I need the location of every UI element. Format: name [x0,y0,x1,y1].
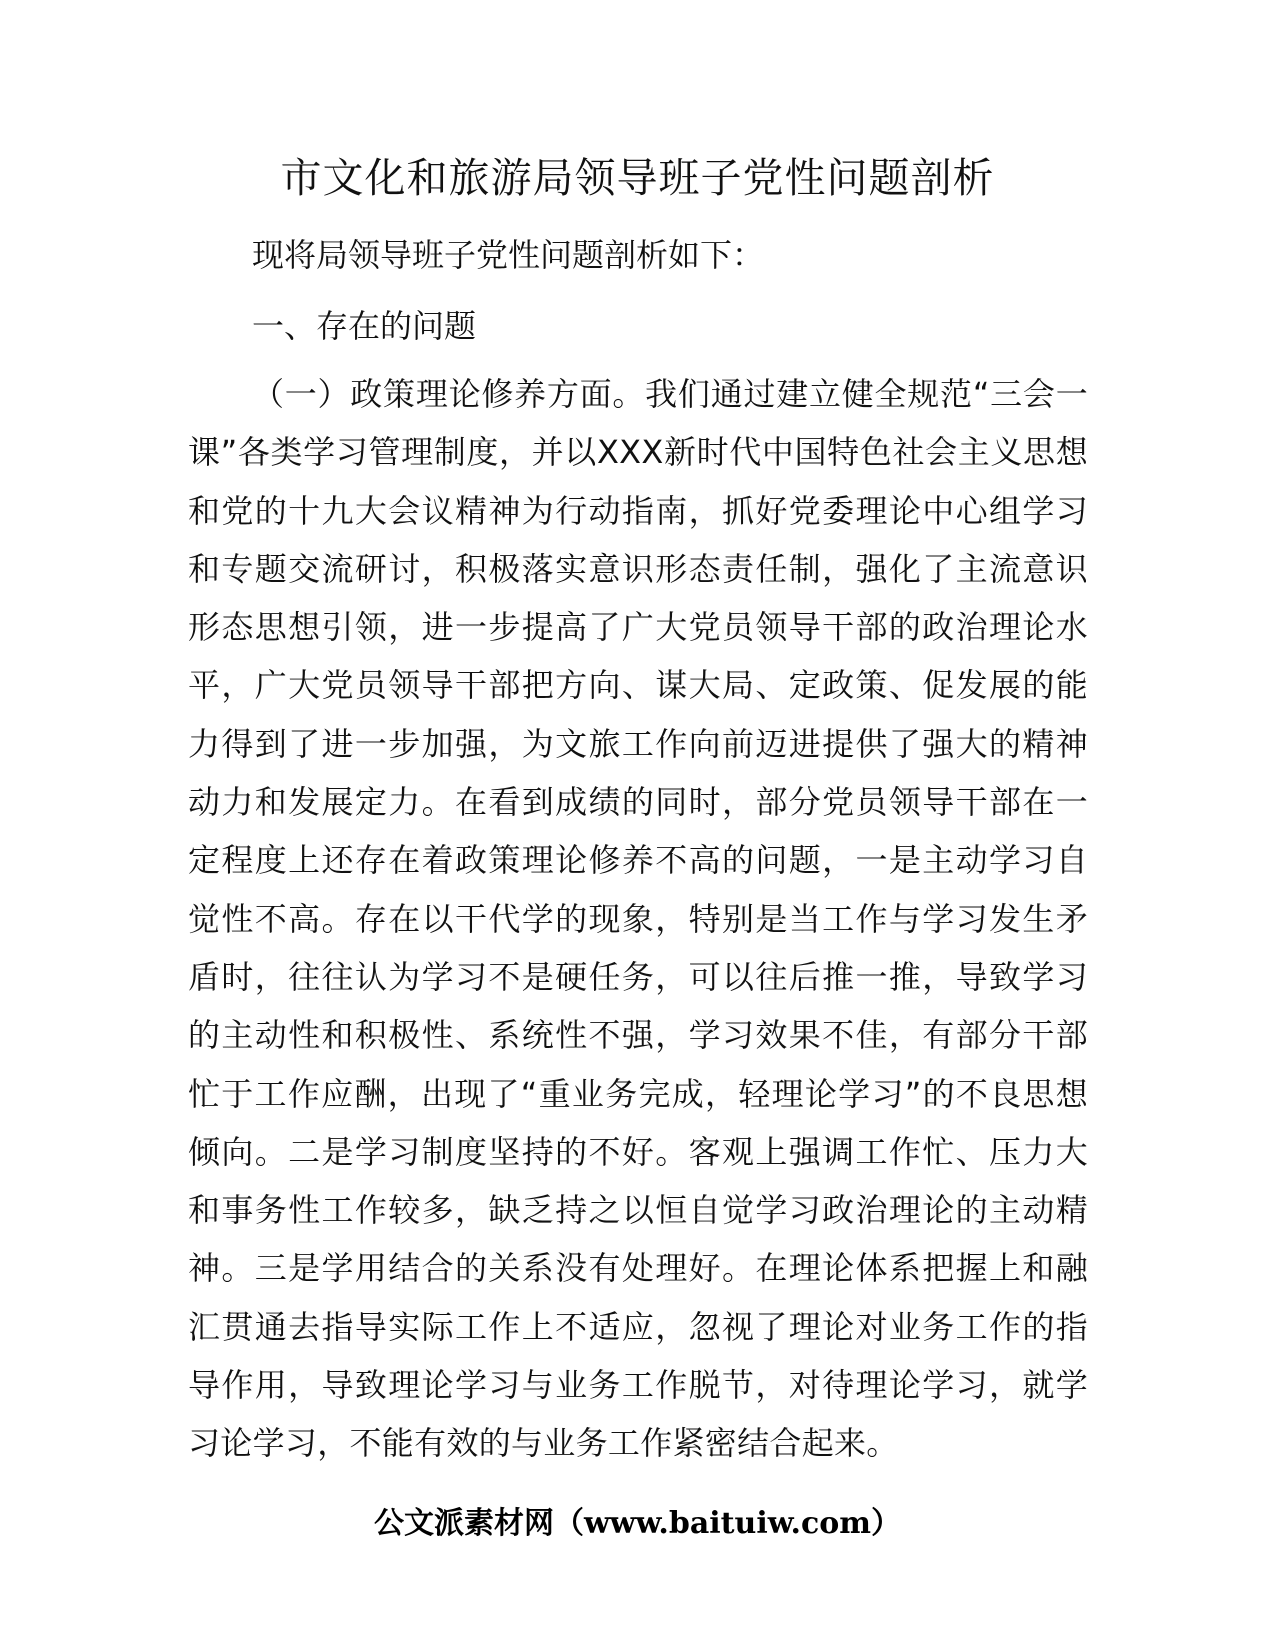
intro-line: 现将局领导班子党性问题剖析如下： [252,236,765,274]
section-heading: 一、存在的问题 [252,307,477,345]
document-title: 市文化和旅游局领导班子党性问题剖析 [280,154,995,202]
footer-watermark: 公文派素材网（www.baituiw.com） [373,1506,902,1541]
body-paragraph: （一）政策理论修养方面。我们通过建立健全规范“三会一课”各类学习管理制度，并以XXX新时代中国特色社会主义思想和党的十九大会议精神为行动指南，抓好党委理论中心组学习和专题交流研讨，积极落实意识形态责任制，强化了主流意识形态思想引领，进一步提高了广大党员领导干部的政治理论水平，广大党员领导干部把方向、谋大局、定政策、促发展的能力得到了进一步加强，为文旅工作向前迈进提供了强大的精神动力和发展定力。在看到成绩的同时，部分党员领导干部在一定程度上还存在着政策理论修养不高的问题，一是主动学习自觉性不高。存在以干代学的现象，特别是当工作与学习发生矛盾时，往往认为学习不是硬任务，可以往后推一推，导致学习的主动性和积极性、系统性不强，学习效果不佳，有部分干部忙于工作应酬，出现了“重业务完成，轻理论学习”的不良思想倾向。二是学习制度坚持的不好。客观上强调工作忙、压力大和事务性工作较多，缺乏持之以恒自觉学习政治理论的主动精神。三是学用结合的关系没有处理好。在理论体系把握上和融汇贯通去指导实际工作上不适应，忽视了理论对业务工作的指导作用，导致理论学习与业务工作脱节，对待理论学习，就学习论学习，不能有效的与业务工作紧密结合起来。 [188,375,1088,1463]
